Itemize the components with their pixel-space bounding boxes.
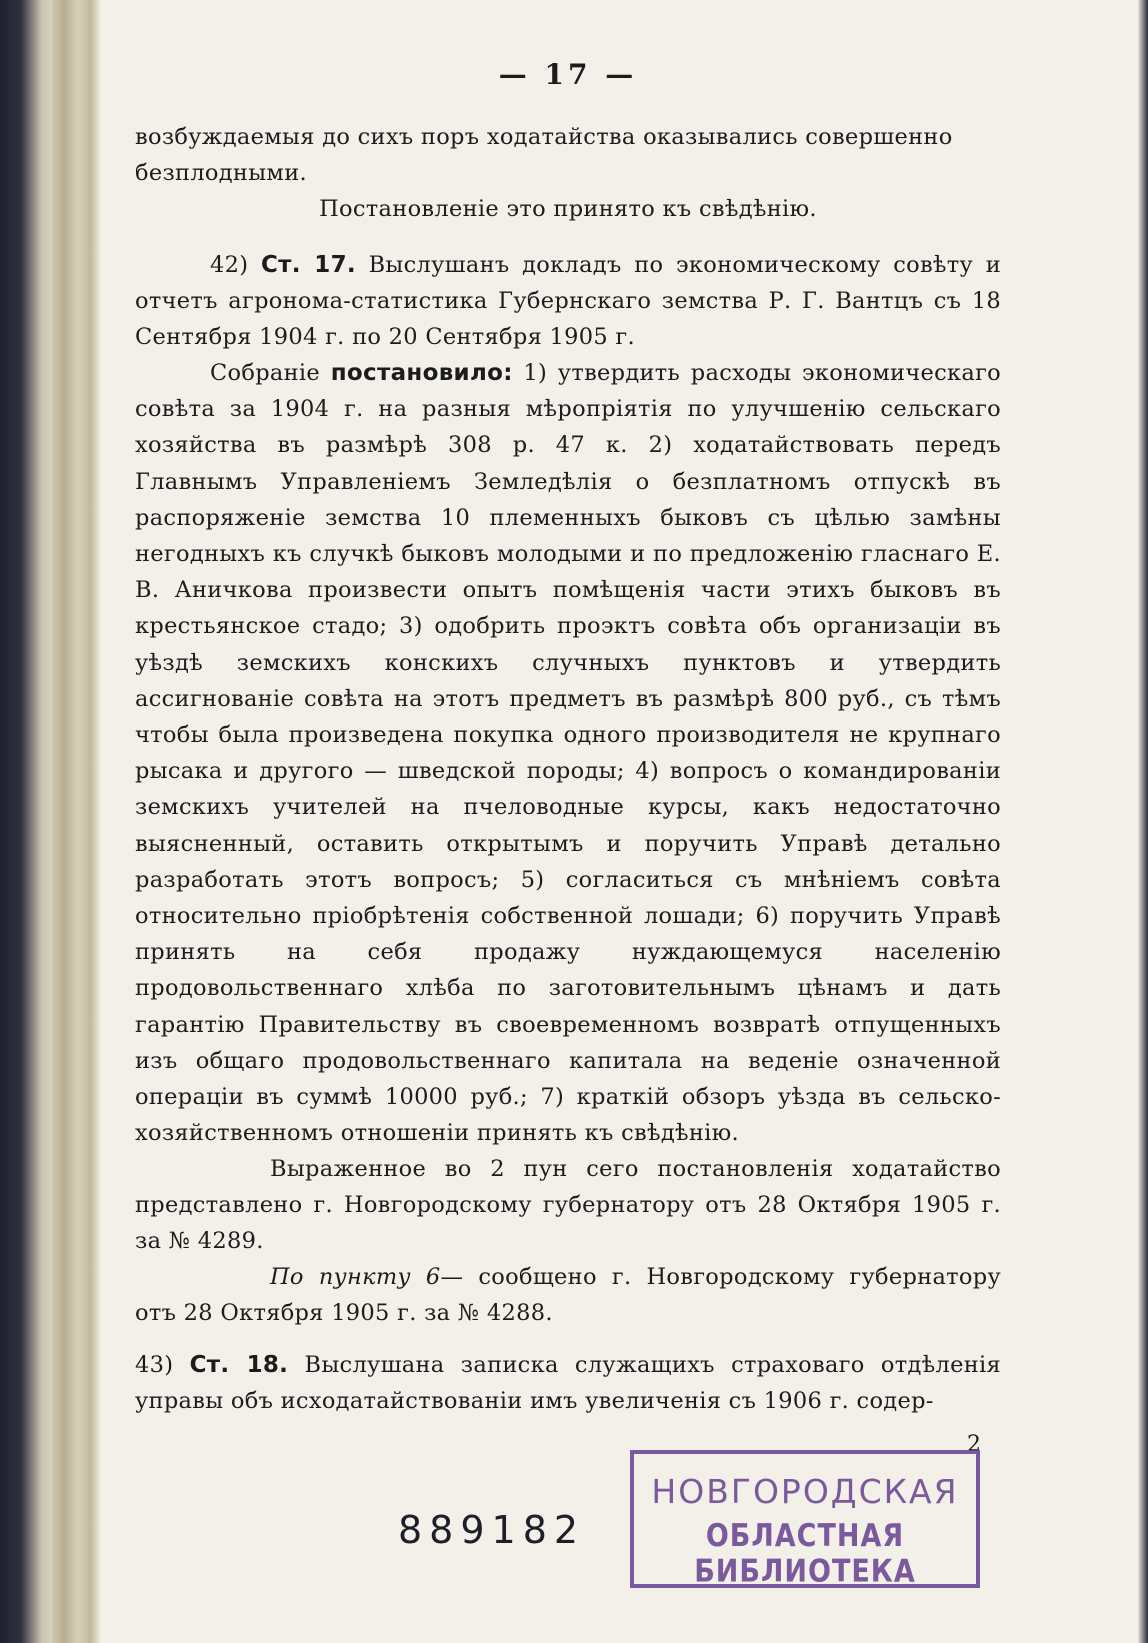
- item-42-number: 42): [210, 252, 249, 278]
- book-spine: [0, 0, 52, 1643]
- stamp-line-2: ОБЛАСТНАЯ БИБЛИОТЕКА: [694, 1518, 916, 1590]
- point-6-text: — сообщено г. Новгородскому губернатору отъ 28 Октября 1905 г. за № 4288.: [135, 1264, 1001, 1327]
- item-42: [135, 247, 1001, 356]
- page-edge: [52, 0, 100, 1643]
- resolution-paragraph: [135, 355, 1001, 1151]
- sheet-signature-number: 2: [967, 1432, 981, 1457]
- inventory-number: 889182: [398, 1508, 586, 1552]
- stamp-line-1: НОВГОРОДСКАЯ: [651, 1472, 959, 1511]
- point-6-lead: По пункту 6: [270, 1264, 441, 1290]
- resolution-text: 1) утвердить расходы экономическаго совѣта за 1904 г. на разныя мѣропріятія по улучшенію сельскаго хозяйства въ размѣрѣ 308 р. 47 к. 2) ходатайствовать передъ Главнымъ Управленіемъ Земледѣлія о безплатномъ отпускѣ въ распоряженіе земства 10 племенныхъ быковъ съ цѣлью замѣны негодныхъ къ случкѣ быковъ молодыми и по предложенію гласнаго Е. В. Аничкова произвести опытъ помѣщенія части этихъ быковъ въ крестьянское стадо; 3) одобрить проэктъ совѣта объ организаціи въ уѣздѣ земскихъ конскихъ случныхъ пунктовъ и утвердить ассигнованіе совѣта на этотъ предметъ въ размѣрѣ 800 руб., съ тѣмъ чтобы была произведена покупка одного производителя не крупнаго рысака и другого — шведской породы; 4) вопросъ о командированіи земскихъ учителей на пчеловодные курсы, какъ недостаточно выясненный, оставить открытымъ и поручить Управѣ детально разработать этотъ вопросъ; 5) согласиться съ мнѣніемъ совѣта относительно пріобрѣтенія собственной лошади; 6) поручить Управѣ принять на себя продажу нуждающемуся населенію продовольственнаго хлѣба по заготовительнымъ цѣнамъ и дать гарантію Правительству въ своевременномъ возвратѣ отпущенныхъ изъ общаго продовольственнаго капитала на веденіе означенной операціи въ суммѣ 10000 руб.; 7) краткій обзоръ уѣзда въ сельско-хозяйственномъ отношеніи принять къ свѣдѣнію.: [135, 360, 1002, 1147]
- petition-note: Выраженное во 2 пун сего постановленія ходатайство представлено г. Новгородскому губернатору отъ 28 Октября 1905 г. за № 4289.: [135, 1156, 1001, 1255]
- item-43-number: 43): [135, 1352, 174, 1378]
- resolution-lead: Собраніе: [210, 360, 321, 386]
- resolution-keyword: постановило:: [330, 360, 513, 386]
- noted-resolution: Постановленіе это принято къ свѣдѣнію.: [319, 196, 817, 222]
- continuation-line-2: безплодными.: [135, 160, 307, 187]
- point-6-note: [135, 1259, 1001, 1331]
- paragraph-continuation: [135, 119, 1001, 191]
- page-number: — 17 —: [498, 58, 638, 91]
- item-43-ref: Ст. 18.: [189, 1352, 289, 1378]
- right-border: [1138, 0, 1148, 1643]
- item-43-text: Выслушана записка служащихъ страховаго отдѣленія управы объ исходатайствованіи имъ увеличенія съ 1906 г. содер-: [135, 1352, 1001, 1415]
- continuation-line-1: возбуждаемыя до сихъ поръ ходатайства оказывались совершенно: [135, 124, 953, 150]
- item-42-ref: Ст. 17.: [260, 252, 356, 278]
- item-42-text: Выслушанъ докладъ по экономическому совѣту и отчетъ агронома-статистика Губернскаго земства Р. Г. Вантцъ съ 18 Сентября 1904 г. по 20 Сентября 1905 г.: [135, 252, 1001, 351]
- library-stamp: [630, 1450, 980, 1588]
- item-43: [135, 1347, 1001, 1419]
